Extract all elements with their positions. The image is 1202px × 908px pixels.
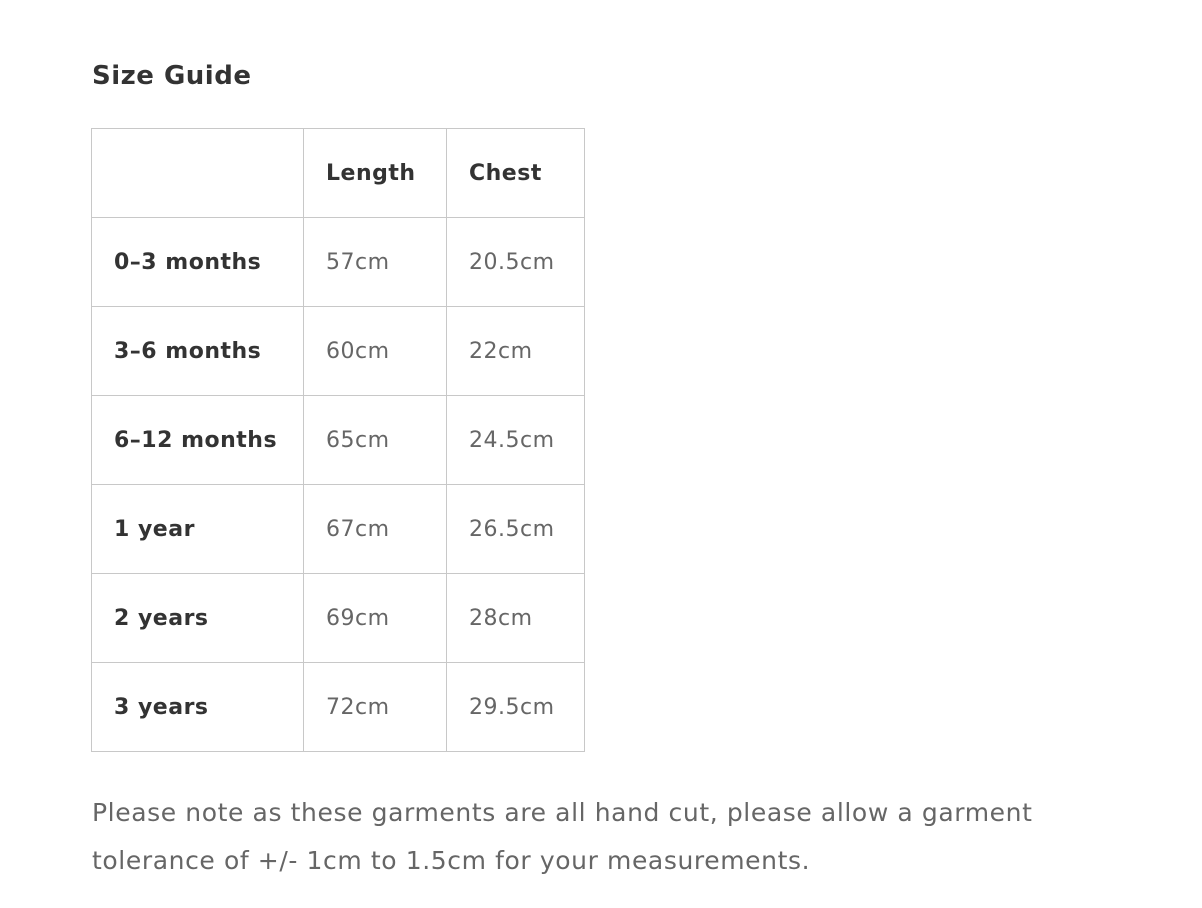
header-chest: Chest — [447, 129, 585, 218]
table-row — [92, 307, 585, 396]
table-row — [92, 574, 585, 663]
length-value: 72cm — [304, 663, 447, 752]
table-row — [92, 663, 585, 752]
header-length: Length — [304, 129, 447, 218]
header-empty — [92, 129, 304, 218]
chest-value: 26.5cm — [447, 485, 585, 574]
length-value: 69cm — [304, 574, 447, 663]
chest-value: 28cm — [447, 574, 585, 663]
size-label: 6–12 months — [92, 396, 304, 485]
page-title: Size Guide — [92, 61, 252, 91]
size-table — [91, 128, 585, 752]
table-row — [92, 396, 585, 485]
size-label: 1 year — [92, 485, 304, 574]
size-label: 3 years — [92, 663, 304, 752]
length-value: 57cm — [304, 218, 447, 307]
table-header-row — [92, 129, 585, 218]
size-label: 3–6 months — [92, 307, 304, 396]
table-row — [92, 218, 585, 307]
tolerance-note: Please note as these garments are all hand cut, please allow a garment tolerance of +/- 1cm to 1.5cm for your measurements. — [92, 798, 1033, 875]
size-label: 0–3 months — [92, 218, 304, 307]
length-value: 65cm — [304, 396, 447, 485]
chest-value: 24.5cm — [447, 396, 585, 485]
length-value: 67cm — [304, 485, 447, 574]
chest-value: 22cm — [447, 307, 585, 396]
size-label: 2 years — [92, 574, 304, 663]
table-row — [92, 485, 585, 574]
length-value: 60cm — [304, 307, 447, 396]
chest-value: 29.5cm — [447, 663, 585, 752]
chest-value: 20.5cm — [447, 218, 585, 307]
